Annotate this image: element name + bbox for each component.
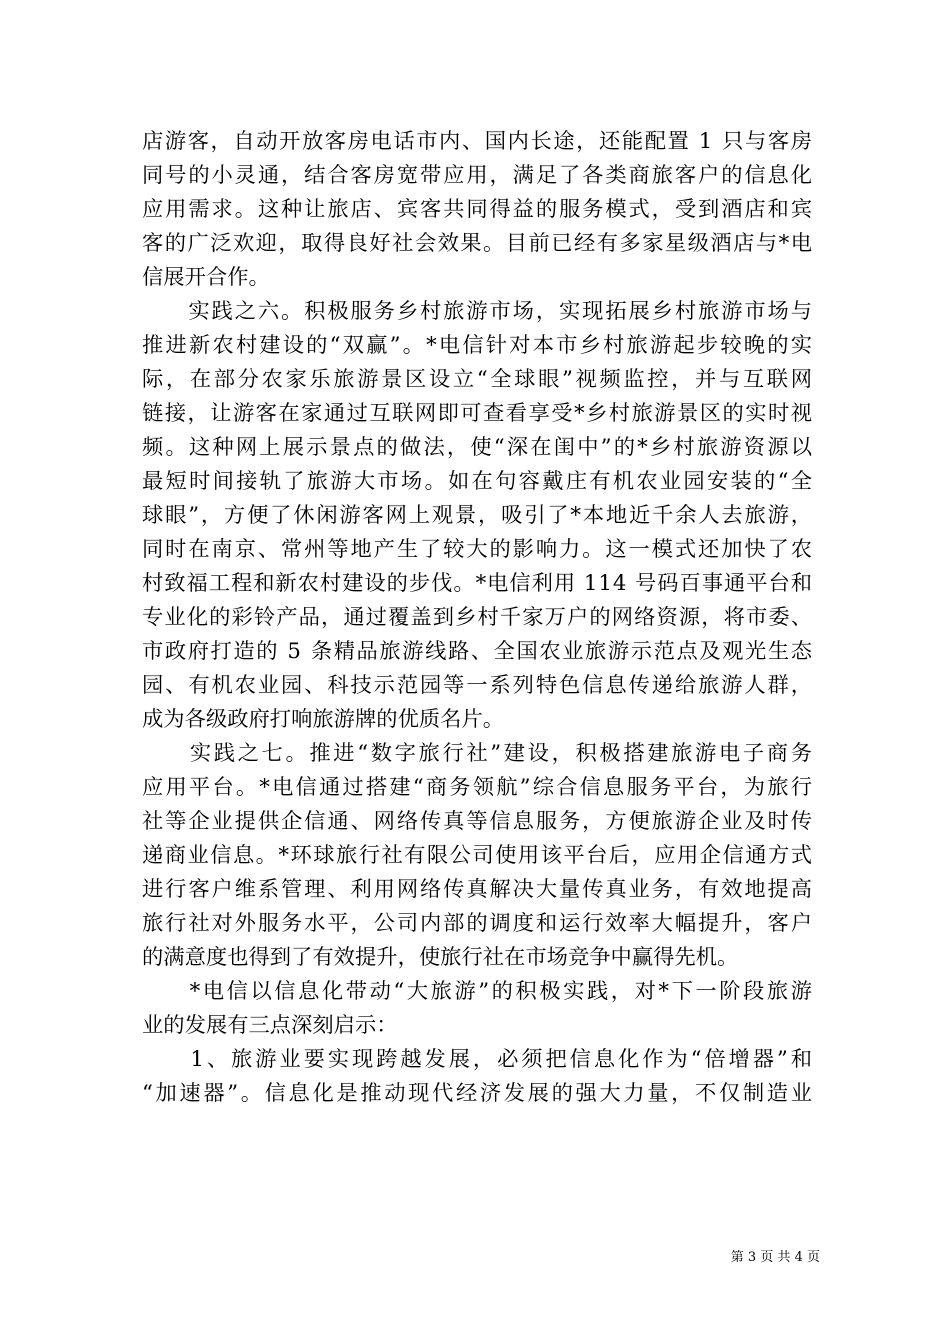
text-line: *电信以信息化带动“大旅游”的积极实践，对*下一阶段旅游: [142, 979, 815, 1004]
text-line: 店游客，自动开放客房电话市内、国内长途，还能配置 1 只与客房: [142, 129, 814, 154]
text-line: 球眼”，方便了休闲游客网上观景，吸引了*本地近千余人去旅游，: [142, 503, 814, 528]
text-line: 实践之六。积极服务乡村旅游市场，实现拓展乡村旅游市场与: [142, 299, 814, 324]
text-line: 实践之七。推进“数字旅行社”建设，积极搭建旅游电子商务: [142, 741, 815, 766]
text-line: 的满意度也得到了有效提升，使旅行社在市场竞争中赢得先机。: [142, 945, 739, 970]
text-line: 社等企业提供企信通、网络传真等信息服务，方便旅游企业及时传: [142, 809, 814, 834]
text-line: 业的发展有三点深刻启示：: [142, 1013, 398, 1038]
text-line: 专业化的彩铃产品，通过覆盖到乡村千家万户的网络资源，将市委、: [142, 605, 814, 630]
text-line: 信展开合作。: [142, 265, 270, 290]
text-line: 市政府打造的 5 条精品旅游线路、全国农业旅游示范点及观光生态: [142, 639, 814, 664]
text-line: 频。这种网上展示景点的做法，使“深在闺中”的*乡村旅游资源以: [142, 435, 815, 460]
text-line: “加速器”。信息化是推动现代经济发展的强大力量，不仅制造业: [142, 1081, 815, 1106]
text-line: 旅行社对外服务水平，公司内部的调度和运行效率大幅提升，客户: [142, 911, 814, 936]
text-line: 链接，让游客在家通过互联网即可查看享受*乡村旅游景区的实时视: [142, 401, 814, 426]
text-line: 进行客户维系管理、利用网络传真解决大量传真业务，有效地提高: [142, 877, 814, 902]
text-line: 应用需求。这种让旅店、宾客共同得益的服务模式，受到酒店和宾: [142, 197, 814, 222]
page-number: 第 3 页 共 4 页: [730, 1250, 820, 1265]
text-line: 际，在部分农家乐旅游景区设立“全球眼”视频监控，并与互联网: [142, 367, 815, 392]
text-line: 1、旅游业要实现跨越发展，必须把信息化作为“倍增器”和: [142, 1047, 815, 1072]
text-line: 推进新农村建设的“双赢”。*电信针对本市乡村旅游起步较晚的实: [142, 333, 815, 358]
text-line: 村致福工程和新农村建设的步伐。*电信利用 114 号码百事通平台和: [142, 571, 813, 596]
document-body: [142, 125, 815, 1111]
text-line: 最短时间接轨了旅游大市场。如在句容戴庄有机农业园安装的“全: [142, 469, 815, 494]
text-line: 成为各级政府打响旅游牌的优质名片。: [142, 707, 505, 732]
text-line: 园、有机农业园、科技示范园等一系列特色信息传递给旅游人群，: [142, 673, 814, 698]
text-line: 同号的小灵通，结合客房宽带应用，满足了各类商旅客户的信息化: [142, 163, 814, 188]
text-line: 应用平台。*电信通过搭建“商务领航”综合信息服务平台，为旅行: [142, 775, 815, 800]
text-line: 递商业信息。*环球旅行社有限公司使用该平台后，应用企信通方式: [142, 843, 814, 868]
text-line: 客的广泛欢迎，取得良好社会效果。目前已经有多家星级酒店与*电: [142, 231, 814, 256]
text-line: 同时在南京、常州等地产生了较大的影响力。这一模式还加快了农: [142, 537, 814, 562]
